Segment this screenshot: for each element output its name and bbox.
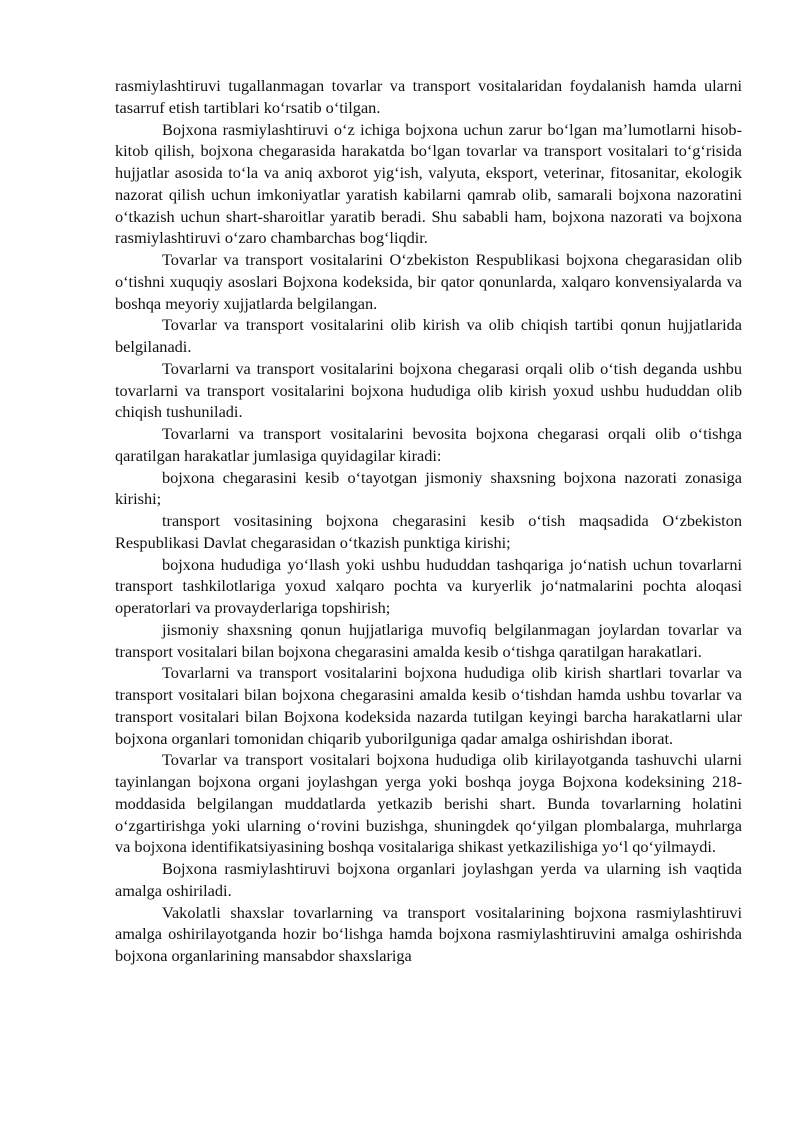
paragraph-6: Tovarlarni va transport vositalarini bevosita bojxona chegarasi orqali olib o‘tishga qaratilgan harakatlar jumlasiga quyidagilar kiradi:	[115, 424, 742, 465]
document-page	[115, 75, 742, 967]
list-item-2: transport vositasining bojxona chegarasini kesib o‘tish maqsadida O‘zbekiston Respublikasi Davlat chegarasidan o‘tkazish punktiga kirishi;	[115, 511, 742, 552]
paragraph-8: Tovarlar va transport vositalari bojxona hududiga olib kirilayotganda tashuvchi ularni tayinlangan bojxona organi joylashgan yerga yoki boshqa joyga Bojxona kodeksining 218- moddasida belgilangan muddatlarda yetkazib berishi shart. Bunda tovarlarning holatini o‘zgartirishga yoki ularning o‘rovini buzishga, shuningdek qo‘yilgan plombalarga, muhrlarga va bojxona identifikatsiyasining boshqa vositalariga shikast yetkazilishiga yo‘l qo‘yilmaydi.	[115, 750, 742, 857]
paragraph-9: Bojxona rasmiylashtiruvi bojxona organlari joylashgan yerda va ularning ish vaqtida amalga oshiriladi.	[115, 859, 742, 900]
paragraph-1: rasmiylashtiruvi tugallanmagan tovarlar va transport vositalaridan foydalanish hamda ularni tasarruf etish tartiblari ko‘rsatib o‘tilgan.	[115, 76, 742, 117]
list-item-4: jismoniy shaxsning qonun hujjatlariga muvofiq belgilanmagan joylardan tovarlar va transport vositalari bilan bojxona chegarasini amalda kesib o‘tishga qaratilgan harakatlari.	[115, 619, 742, 661]
list-item-3: bojxona hududiga yo‘llash yoki ushbu hududdan tashqariga jo‘natish uchun tovarlarni transport tashkilotlariga yoxud xalqaro pochta va kuryerlik jo‘natmalarini pochta aloqasi operatorlari va provayderlariga topshirish;	[115, 554, 742, 617]
paragraph-2: Bojxona rasmiylashtiruvi o‘z ichiga bojxona uchun zarur bo‘lgan ma’lumotlarni hisob-kitob qilish, bojxona chegarasida harakatda bo‘lgan tovarlar va transport vositalari to‘g‘risida hujjatlar asosida to‘la va aniq axborot yig‘ish, valyuta, eksport, veterinar, fitosanitar, ekologik nazorat qilish uchun imkoniyatlar yaratish kabilarni qamrab olib, samarali bojxona nazoratini o‘tkazish uchun shart-sharoitlar yaratib beradi. Shu sababli ham, bojxona nazorati va bojxona rasmiylashtiruvi o‘zaro chambarchas bog‘liqdir.	[115, 119, 742, 248]
paragraph-10: Vakolatli shaxslar tovarlarning va transport vositalarining bojxona rasmiylashtiruvi amalga oshirilayotganda hozir bo‘lishga hamda bojxona rasmiylashtiruvini amalga oshirishda bojxona organlarining mansabdor shaxslariga	[115, 902, 742, 965]
paragraph-3: Tovarlar va transport vositalarini O‘zbekiston Respublikasi bojxona chegarasidan olib o‘tishni xuquqiy asoslari Bojxona kodeksida, bir qator qonunlarda, xalqaro konvensiyalarda va boshqa meyoriy xujjatlarda belgilangan.	[115, 250, 742, 313]
list-item-1: bojxona chegarasini kesib o‘tayotgan jismoniy shaxsning bojxona nazorati zonasiga kirishi;	[115, 467, 742, 509]
paragraph-5: Tovarlarni va transport vositalarini bojxona chegarasi orqali olib o‘tish deganda ushbu tovarlarni va transport vositalarini bojxona hududiga olib kirish yoxud ushbu hududdan olib chiqish tushuniladi.	[115, 358, 742, 422]
paragraph-7: Tovarlarni va transport vositalarini bojxona hududiga olib kirish shartlari tovarlar va transport vositalari bilan bojxona chegarasini amalda kesib o‘tishdan hamda ushbu tovarlar va transport vositalari bilan Bojxona kodeksida nazarda tutilgan keyingi barcha harakatlarni ular bojxona organlari tomonidan chiqarib yuborilguniga qadar amalga oshirishdan iborat.	[115, 663, 742, 748]
paragraph-4: Tovarlar va transport vositalarini olib kirish va olib chiqish tartibi qonun hujjatlarida belgilanadi.	[115, 315, 742, 356]
